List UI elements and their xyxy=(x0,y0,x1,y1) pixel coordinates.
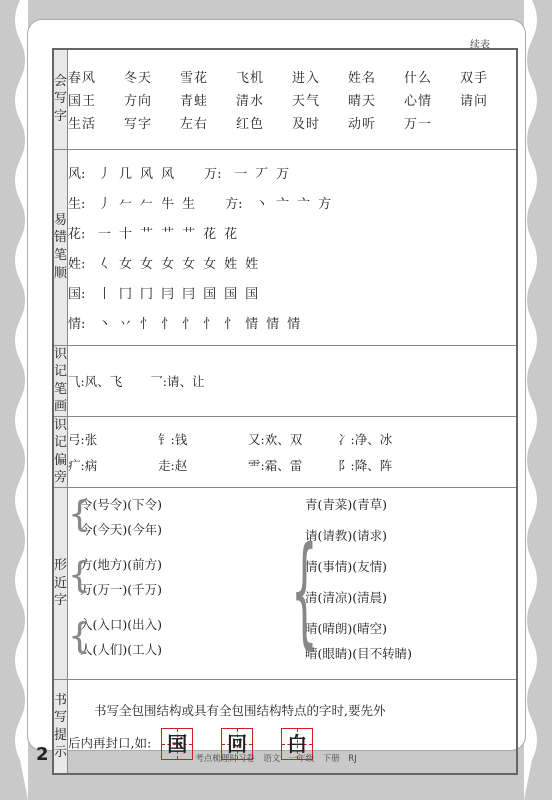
word: 姓名 xyxy=(348,70,377,86)
stroke-step: 亠 xyxy=(297,196,311,212)
word: 什么 xyxy=(404,70,433,86)
stroke-step: 𠂉 xyxy=(119,196,133,212)
word: 万一 xyxy=(404,116,433,132)
similar-item: 青(青菜)(青草) xyxy=(305,497,388,513)
stroke-step: 忄 xyxy=(140,316,154,332)
word: 左右 xyxy=(180,116,209,132)
stroke-row xyxy=(68,187,516,217)
radical-strokes xyxy=(68,345,518,416)
word-row xyxy=(68,113,516,132)
radical-item: 弓:张 xyxy=(68,431,98,447)
word: 红色 xyxy=(236,116,265,132)
right-wavy-border xyxy=(524,0,552,800)
stroke-step: 丿 xyxy=(98,166,112,182)
stroke-step: 姓 xyxy=(245,256,259,272)
stroke-step: 艹 xyxy=(182,226,196,242)
word: 天气 xyxy=(292,93,321,109)
stroke-step: 牛 xyxy=(161,196,175,212)
writing-tip-text: 书写全包围结构或具有全包围结构特点的字时,要先外 xyxy=(94,702,386,718)
similar-chars: { { { 令(号令)(下令) 今(今天)(今年) 方(地方)(前方) 万(万一)(千万) 入(入口)(出入) 人(人们)(工人) { 青(青菜)(青草) 请(请教)(请求) 情(事情)(友情) 清(清凉)(清晨) 晴(晴朗)(晴空) 晴(眼睛)(目不转睛) xyxy=(68,487,518,679)
footer-text: 考点梳理时习卷 语文 一年级 下册 RJ xyxy=(195,754,357,764)
section-label-strokes: 易 错 笔 顺 xyxy=(53,149,68,345)
stroke-step: 丶 xyxy=(98,316,112,332)
stroke-step: 丶 xyxy=(255,196,269,212)
radical-item: 疒:病 xyxy=(68,457,98,473)
stroke-row xyxy=(68,247,516,277)
word: 请问 xyxy=(460,93,489,109)
radical-item: 冫:净、冰 xyxy=(338,431,393,447)
stroke-step: 风 xyxy=(161,166,175,182)
radical-item: ⻗:霜、雷 xyxy=(248,457,303,473)
word: 冬天 xyxy=(124,70,153,86)
stroke-step: 十 xyxy=(119,226,133,242)
stroke-step: 生 xyxy=(182,196,196,212)
similar-item: 情(事情)(友情) xyxy=(305,559,388,575)
stroke-step: 花 xyxy=(203,226,217,242)
word-row xyxy=(68,90,516,109)
section-label-similar: 形 近 字 xyxy=(53,487,68,679)
radical-stroke-row xyxy=(68,366,516,396)
word: 春风 xyxy=(68,70,97,86)
section-label-radicals: 识 记 偏 旁 xyxy=(53,416,68,487)
stroke-head: 万: xyxy=(204,166,222,182)
stroke-step: 冂 xyxy=(119,286,133,302)
similar-item: 万(万一)(千万) xyxy=(80,582,163,598)
word: 雪花 xyxy=(180,70,209,86)
word: 青蛙 xyxy=(180,93,209,109)
stroke-step: 𠂉 xyxy=(140,196,154,212)
stroke-head: 风: xyxy=(68,166,86,182)
section-label-radical-strokes: 识 记 笔 画 xyxy=(53,345,68,416)
stroke-step: 丆 xyxy=(255,166,269,182)
word: 飞机 xyxy=(236,70,265,86)
stroke-step: 情 xyxy=(266,316,280,332)
radical-item: 阝:降、阵 xyxy=(338,457,393,473)
stroke-row xyxy=(68,277,516,307)
stroke-step: 忄 xyxy=(224,316,238,332)
section-label-writing: 书 写 提 示 xyxy=(53,679,68,774)
continued-label: 续表 xyxy=(470,40,490,51)
stroke-step: 情 xyxy=(245,316,259,332)
stroke-step: 女 xyxy=(203,256,217,272)
stroke-step: 万 xyxy=(276,166,290,182)
stroke-step: 丿 xyxy=(98,196,112,212)
similar-item: 方(地方)(前方) xyxy=(80,557,163,573)
stroke-head: 花: xyxy=(68,226,86,242)
stroke-step: 亠 xyxy=(276,196,290,212)
stroke-step: 方 xyxy=(318,196,332,212)
radical-row xyxy=(68,452,516,478)
stroke-head: 情: xyxy=(68,316,86,332)
radical-item: 又:欢、双 xyxy=(248,431,303,447)
radical-item: 走:赵 xyxy=(158,457,188,473)
stroke-step: 国 xyxy=(203,286,217,302)
stroke-step: 几 xyxy=(119,166,133,182)
word: 生活 xyxy=(68,116,97,132)
stroke-step: 冃 xyxy=(161,286,175,302)
similar-item: 人(人们)(工人) xyxy=(80,642,163,658)
stroke-step: 姓 xyxy=(224,256,238,272)
stroke-step: 情 xyxy=(287,316,301,332)
word: 心情 xyxy=(404,93,433,109)
stroke-step: 丨 xyxy=(98,286,112,302)
radical-row xyxy=(68,426,516,452)
stroke-orders xyxy=(68,149,518,345)
stroke-step: 𡿨 xyxy=(98,256,112,272)
stroke-row xyxy=(68,307,516,337)
write-words xyxy=(68,49,518,149)
similar-item: 入(入口)(出入) xyxy=(80,617,163,633)
page-number: 2 xyxy=(36,744,49,765)
word-row xyxy=(68,67,516,86)
example-char-box: 白 xyxy=(281,728,313,760)
stroke-step: 女 xyxy=(182,256,196,272)
stroke-step: 忄 xyxy=(203,316,217,332)
word: 双手 xyxy=(460,70,489,86)
similar-item: 令(号令)(下令) xyxy=(80,497,163,513)
word: 写字 xyxy=(124,116,153,132)
word: 国王 xyxy=(68,93,97,109)
similar-item: 晴(晴朗)(晴空) xyxy=(305,621,388,637)
example-char-box: 国 xyxy=(161,728,193,760)
stroke-step: 丷 xyxy=(119,316,133,332)
stroke-step: 忄 xyxy=(182,316,196,332)
stroke-step: 风 xyxy=(140,166,154,182)
stroke-step: 国 xyxy=(224,286,238,302)
similar-item: 晴(眼睛)(目不转睛) xyxy=(305,646,413,662)
stroke-step: 一 xyxy=(98,226,112,242)
stroke-step: 冃 xyxy=(182,286,196,302)
knowledge-table xyxy=(52,48,518,775)
word: 及时 xyxy=(292,116,321,132)
stroke-head: 姓: xyxy=(68,256,86,272)
radical-stroke-item: ⺄:风、飞 xyxy=(68,373,123,389)
word: 晴天 xyxy=(348,93,377,109)
stroke-step: 女 xyxy=(119,256,133,272)
stroke-step: 冂 xyxy=(140,286,154,302)
stroke-step: 女 xyxy=(161,256,175,272)
left-wavy-border xyxy=(0,0,28,800)
writing-tip-text: 后内再封口,如: xyxy=(68,735,152,751)
similar-item: 请(请教)(请求) xyxy=(305,528,388,544)
stroke-step: 女 xyxy=(140,256,154,272)
radicals xyxy=(68,416,518,487)
stroke-step: 花 xyxy=(224,226,238,242)
radical-stroke-item: ⺂:请、让 xyxy=(150,373,205,389)
stroke-head: 生: xyxy=(68,196,86,212)
word: 进入 xyxy=(292,70,321,86)
example-char-box: 回 xyxy=(221,728,253,760)
word: 动听 xyxy=(348,116,377,132)
similar-item: 今(今天)(今年) xyxy=(80,522,163,538)
stroke-head: 方: xyxy=(225,196,243,212)
similar-item: 清(清凉)(清晨) xyxy=(305,590,388,606)
stroke-step: 国 xyxy=(245,286,259,302)
section-label-write: 会 写 字 xyxy=(53,49,68,149)
stroke-head: 国: xyxy=(68,286,86,302)
stroke-row xyxy=(68,157,516,187)
stroke-step: 艹 xyxy=(140,226,154,242)
stroke-row xyxy=(68,217,516,247)
stroke-step: 一 xyxy=(234,166,248,182)
radical-item: 钅:钱 xyxy=(158,431,188,447)
stroke-step: 艹 xyxy=(161,226,175,242)
word: 方向 xyxy=(124,93,153,109)
stroke-step: 忄 xyxy=(161,316,175,332)
word: 清水 xyxy=(236,93,265,109)
